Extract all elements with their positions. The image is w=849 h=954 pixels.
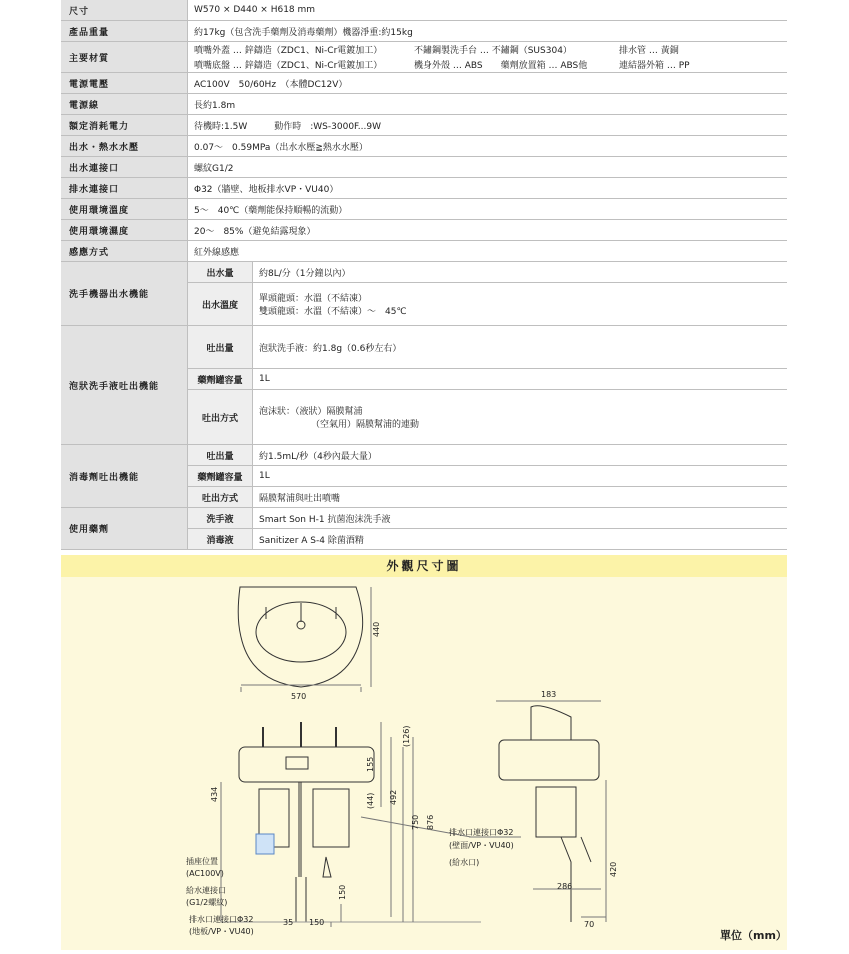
trap-fitting (323, 857, 331, 877)
spec-value: 單頭龍頭：水溫（不結凍） (259, 294, 368, 304)
dim-line-570 (241, 685, 361, 692)
spec-row-inlet (61, 157, 787, 178)
spec-value: 1L (253, 369, 788, 390)
spec-sublabel: 出水量 (188, 262, 253, 283)
spec-sublabel: 吐出方式 (188, 390, 253, 445)
spec-value: Sanitizer A S-4 除菌酒精 (253, 529, 788, 550)
spec-label: 出水連接口 (61, 157, 188, 178)
spec-sublabel: 藥劑罐容量 (188, 466, 253, 487)
spec-sublabel: 藥劑罐容量 (188, 369, 253, 390)
spec-label: 尺寸 (69, 6, 90, 17)
spec-row-materials (61, 42, 787, 73)
dim-label: 150 (338, 884, 347, 900)
dimension-drawing-area (61, 577, 787, 950)
materials-grid (194, 43, 781, 71)
spec-label: 泡狀洗手液吐出機能 (61, 326, 188, 445)
spec-label: 感應方式 (61, 241, 188, 262)
spec-row-humidity (61, 220, 787, 241)
spec-sublabel: 吐出量 (188, 326, 253, 369)
faucet-lines (266, 603, 336, 622)
spec-label: 使用環境濕度 (61, 220, 188, 241)
spec-value: 雙頭龍頭：水溫（不結凍）～ 45℃ (259, 307, 407, 317)
drain-pipe (296, 877, 306, 922)
dim-label: (126) (402, 725, 411, 747)
unit-label: 單位（mm） (720, 929, 787, 942)
spec-row-sani-out (61, 445, 787, 466)
spec-label: 使用藥劑 (61, 508, 188, 550)
center-pipe (299, 782, 301, 877)
side-pipe (561, 837, 591, 922)
front-cabinet (239, 747, 374, 782)
dim-label: 492 (389, 789, 398, 805)
dim-label: 750 (411, 814, 420, 830)
spec-value: W570 × D440 × H618 mm (188, 0, 788, 21)
material-item: 機身外殼 … ABS 藥劑放置箱 … ABS他 (414, 61, 588, 71)
spec-label: 洗手機器出水機能 (61, 262, 188, 326)
spec-sublabel: 洗手液 (188, 508, 253, 529)
dimension-title: 外觀尺寸圖 (61, 555, 787, 577)
dimension-drawing (61, 577, 787, 950)
callout-socket: (AC100V) (186, 869, 224, 878)
side-tank (536, 787, 576, 837)
spec-row-size (61, 0, 787, 21)
spec-row-voltage (61, 73, 787, 94)
spec-value: Smart Son H-1 抗菌泡沫洗手液 (253, 508, 788, 529)
front-faucets (263, 722, 336, 747)
dim-label: 70 (584, 920, 595, 929)
spec-value: 1L (253, 466, 788, 487)
dim-label: 35 (283, 918, 294, 927)
spec-value: （空氣用）隔膜幫浦的連動 (311, 420, 420, 430)
material-item: 排水管 … 黃銅 (619, 46, 679, 56)
callout-drain-wall: (給水口) (449, 858, 480, 867)
callout-drain-wall: 排水口連接口Φ32 (449, 828, 514, 837)
dim-label: (44) (366, 792, 375, 809)
spec-sublabel: 消毒液 (188, 529, 253, 550)
spec-row-cord (61, 94, 787, 115)
front-sensor-panel (286, 757, 308, 769)
spec-label: 使用環境溫度 (61, 199, 188, 220)
spec-row-chem-wash (61, 508, 787, 529)
spec-label: 額定消耗電力 (61, 115, 188, 136)
dim-label: 286 (557, 882, 573, 891)
spec-row-foam-out (61, 326, 787, 369)
spec-row-weight (61, 21, 787, 42)
dim-label: 420 (609, 861, 618, 877)
socket-box (256, 834, 274, 854)
spec-value: 隔膜幫浦與吐出噴嘴 (253, 487, 788, 508)
spec-label: 排水連接口 (61, 178, 188, 199)
spec-value: 待機時:1.5W 動作時 :WS-3000F...9W (188, 115, 788, 136)
material-item: 連結器外箱 … PP (619, 61, 690, 71)
spec-label: 出水・熱水水壓 (61, 136, 188, 157)
spec-sublabel: 吐出方式 (188, 487, 253, 508)
spec-value: 泡沫狀：（液狀）隔膜幫浦 (259, 407, 363, 417)
dim-label: 183 (541, 690, 557, 699)
material-item: 噴嘴底盤 … 鋅鑄造（ZDC1、Ni-Cr電鍍加工） (194, 61, 383, 71)
spec-sublabel: 吐出量 (188, 445, 253, 466)
material-item: 噴嘴外蓋 … 鋅鑄造（ZDC1、Ni-Cr電鍍加工） (194, 46, 383, 56)
spec-row-power (61, 115, 787, 136)
spec-row-water-flow (61, 262, 787, 283)
spec-label: 產品重量 (61, 21, 188, 42)
callout-drain-floor: 排水口連接口Φ32 (189, 915, 254, 924)
dim-label: 440 (372, 621, 381, 637)
callout-drain-wall: (壁面/VP・VU40) (449, 841, 514, 850)
spec-value: 約8L/分（1分鐘以內） (253, 262, 788, 283)
spec-table (61, 0, 787, 550)
dim-label: 155 (366, 756, 375, 772)
spec-value: 5～ 40℃（藥劑能保持順暢的流動） (188, 199, 788, 220)
spec-value: 螺紋G1/2 (188, 157, 788, 178)
spec-value: 約17kg（包含洗手藥劑及消毒藥劑）機器淨重:約15kg (188, 21, 788, 42)
material-item: 不鏽鋼製洗手台 … 不鏽鋼（SUS304） (414, 46, 572, 56)
spec-value: 泡狀洗手液：約1.8g（0.6秒左右） (253, 326, 788, 369)
spec-row-pressure (61, 136, 787, 157)
dim-label: 434 (210, 786, 219, 802)
spec-value: AC100V 50/60Hz （本體DC12V） (188, 73, 788, 94)
spec-row-temp (61, 199, 787, 220)
spec-value: Φ32（牆壁、地板排水VP・VU40） (188, 178, 788, 199)
spec-value: 20～ 85%（避免結露現象） (188, 220, 788, 241)
spec-value: 長約1.8m (188, 94, 788, 115)
callout-water-inlet: (G1/2螺紋) (186, 898, 228, 907)
dim-label: 150 (309, 918, 325, 927)
spec-label: 消毒劑吐出機能 (61, 445, 188, 508)
spec-value: 約1.5mL/秒（4秒內最大量） (253, 445, 788, 466)
spec-value: 0.07～ 0.59MPa（出水水壓≧熱水水壓） (188, 136, 788, 157)
callout-drain-floor: (地板/VP・VU40) (189, 927, 254, 936)
spec-row-drain (61, 178, 787, 199)
dim-lines-front (221, 722, 413, 927)
callout-water-inlet: 給水連接口 (186, 886, 226, 895)
spec-label: 電源線 (61, 94, 188, 115)
side-cabinet (499, 740, 599, 780)
side-faucet (531, 706, 571, 740)
dim-label: 876 (426, 814, 435, 830)
callout-socket: 插座位置 (186, 857, 218, 866)
dim-label: 570 (291, 692, 307, 701)
spec-row-sensor (61, 241, 787, 262)
spec-label: 電源電壓 (61, 73, 188, 94)
spec-sublabel: 出水溫度 (188, 283, 253, 326)
tank-right (313, 789, 349, 847)
spec-value: 紅外線感應 (188, 241, 788, 262)
spec-label: 主要材質 (61, 42, 188, 73)
drain-circle (297, 621, 305, 629)
